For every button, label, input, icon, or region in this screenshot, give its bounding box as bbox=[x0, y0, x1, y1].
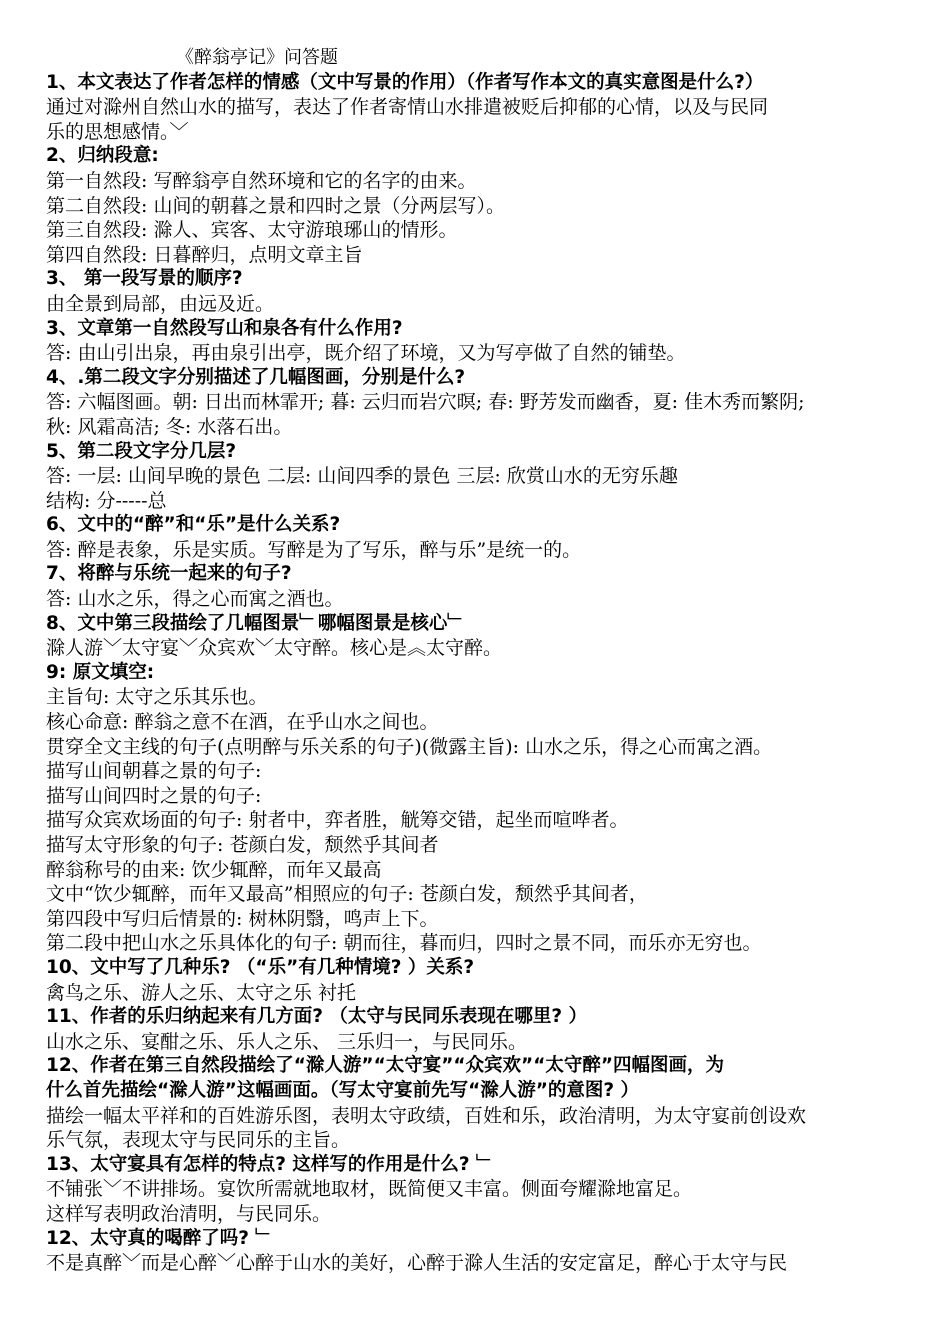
answer-line: 第一自然段: 写醉翁亭自然环境和它的名字的由来。 bbox=[46, 169, 477, 192]
answer-line: 乐气氛，表现太守与民同乐的主旨。 bbox=[46, 1129, 351, 1152]
question-line: 1、本文表达了作者怎样的情感（文中写景的作用）（作者写作本文的真实意图是什么?） bbox=[46, 71, 764, 93]
answer-line: 结构: 分-----总 bbox=[46, 489, 167, 512]
question-line: 12、太守真的喝醉了吗? ﹂ bbox=[46, 1227, 274, 1249]
question-line: 3、文章第一自然段写山和泉各有什么作用? bbox=[46, 317, 403, 339]
question-line: 3、 第一段写景的顺序? bbox=[46, 268, 243, 290]
answer-line: 第三自然段: 滁人、宾客、太守游琅琊山的情形。 bbox=[46, 219, 458, 242]
answer-line: 描写山间朝暮之景的句子: bbox=[46, 760, 262, 783]
answer-line: 答: 六幅图画。朝: 日出而林霏开; 暮: 云归而岩穴暝; 春: 野芳发而幽香，夏: 佳木秀而繁阴; bbox=[46, 391, 805, 414]
answer-line: 第二段中把山水之乐具体化的句子: 朝而往，暮而归，四时之景不同，而乐亦无穷也。 bbox=[46, 932, 762, 955]
document-title: 《醉翁亭记》问答题 bbox=[176, 47, 338, 68]
answer-line: 不是真醉﹀而是心醉﹀心醉于山水的美好，心醉于滁人生活的安定富足，醉心于太守与民 bbox=[46, 1252, 788, 1275]
answer-line: 答: 由山引出泉，再由泉引出亭，既介绍了环境，又为写亭做了自然的铺垫。 bbox=[46, 342, 686, 365]
answer-line: 描写山间四时之景的句子: bbox=[46, 784, 262, 807]
question-line: 13、太守宴具有怎样的特点? 这样写的作用是什么? ﹂ bbox=[46, 1153, 495, 1175]
answer-line: 描写众宾欢场面的句子: 射者中，弈者胜，觥筹交错，起坐而喧哗者。 bbox=[46, 809, 629, 832]
question-line: 10、文中写了几种乐? （“乐”有几种情境? ）关系? bbox=[46, 956, 475, 978]
answer-line: 醉翁称号的由来: 饮少辄醉，而年又最高 bbox=[46, 858, 382, 881]
question-line: 什么首先描绘“滁人游”这幅画面。（写太守宴前先写“滁人游”的意图? ） bbox=[46, 1079, 640, 1101]
document-body bbox=[46, 71, 916, 1276]
question-line: 5、第二段文字分几层? bbox=[46, 440, 237, 462]
answer-line: 第二自然段: 山间的朝暮之景和四时之景（分两层写）。 bbox=[46, 194, 505, 217]
answer-line: 乐的思想感情。﹀ bbox=[46, 120, 189, 143]
question-line: 12、作者在第三自然段描绘了“滁人游”“太守宴”“众宾欢”“太守醉”四幅图画，为 bbox=[46, 1055, 725, 1077]
answer-line: 第四自然段: 日暮醉归，点明文章主旨 bbox=[46, 243, 363, 266]
answer-line: 滁人游﹀太守宴﹀众宾欢﹀太守醉。核心是︽太守醉。 bbox=[46, 637, 503, 660]
answer-line: 文中“饮少辄醉，而年又最高”相照应的句子: 苍颜白发，颓然乎其间者， bbox=[46, 883, 648, 906]
answer-line: 不铺张﹀不讲排场。宴饮所需就地取材，既简便又丰富。侧面夸耀滁地富足。 bbox=[46, 1178, 693, 1201]
answer-line: 这样写表明政治清明，与民同乐。 bbox=[46, 1202, 332, 1225]
answer-line: 通过对滁州自然山水的描写，表达了作者寄情山水排遣被贬后抑郁的心情，以及与民同 bbox=[46, 96, 769, 119]
answer-line: 主旨句: 太守之乐其乐也。 bbox=[46, 686, 268, 709]
question-line: 9: 原文填空: bbox=[46, 661, 155, 683]
question-line: 2、归纳段意: bbox=[46, 145, 159, 167]
document-page bbox=[46, 46, 916, 1276]
answer-line: 禽鸟之乐、游人之乐、太守之乐 衬托 bbox=[46, 981, 357, 1004]
question-line: 11、作者的乐归纳起来有几方面? （太守与民同乐表现在哪里? ） bbox=[46, 1006, 588, 1028]
answer-line: 山水之乐、宴酣之乐、乐人之乐、 三乐归一，与民同乐。 bbox=[46, 1030, 528, 1053]
question-line: 7、将醉与乐统一起来的句子? bbox=[46, 563, 292, 585]
answer-line: 答: 山水之乐，得之心而寓之酒也。 bbox=[46, 588, 344, 611]
answer-line: 核心命意: 醉翁之意不在酒，在乎山水之间也。 bbox=[46, 711, 439, 734]
question-line: 4、.第二段文字分别描述了几幅图画，分别是什么? bbox=[46, 366, 466, 388]
answer-line: 答: 醉是表象，乐是实质。写醉是为了写乐，醉与乐”是统一的。 bbox=[46, 538, 582, 561]
question-line: 8、文中第三段描绘了几幅图景﹂哪幅图景是核心﹂ bbox=[46, 612, 466, 634]
question-line: 6、文中的“醉”和“乐”是什么关系? bbox=[46, 514, 341, 536]
answer-line: 由全景到局部，由远及近。 bbox=[46, 292, 275, 315]
answer-line: 描写太守形象的句子: 苍颜白发，颓然乎其间者 bbox=[46, 834, 439, 856]
answer-line: 秋: 风霜高洁; 冬: 水落石出。 bbox=[46, 415, 293, 438]
answer-line: 贯穿全文主线的句子(点明醉与乐关系的句子)(微露主旨): 山水之乐，得之心而寓之酒。 bbox=[46, 735, 773, 758]
answer-line: 答: 一层: 山间早晚的景色 二层: 山间四季的景色 三层: 欣赏山水的无穷乐趣 bbox=[46, 465, 678, 488]
answer-line: 第四段中写归后情景的: 树林阴翳，鸣声上下。 bbox=[46, 907, 439, 930]
answer-line: 描绘一幅太平祥和的百姓游乐图，表明太守政绩，百姓和乐，政治清明，为太守宴前创设欢 bbox=[46, 1104, 807, 1127]
